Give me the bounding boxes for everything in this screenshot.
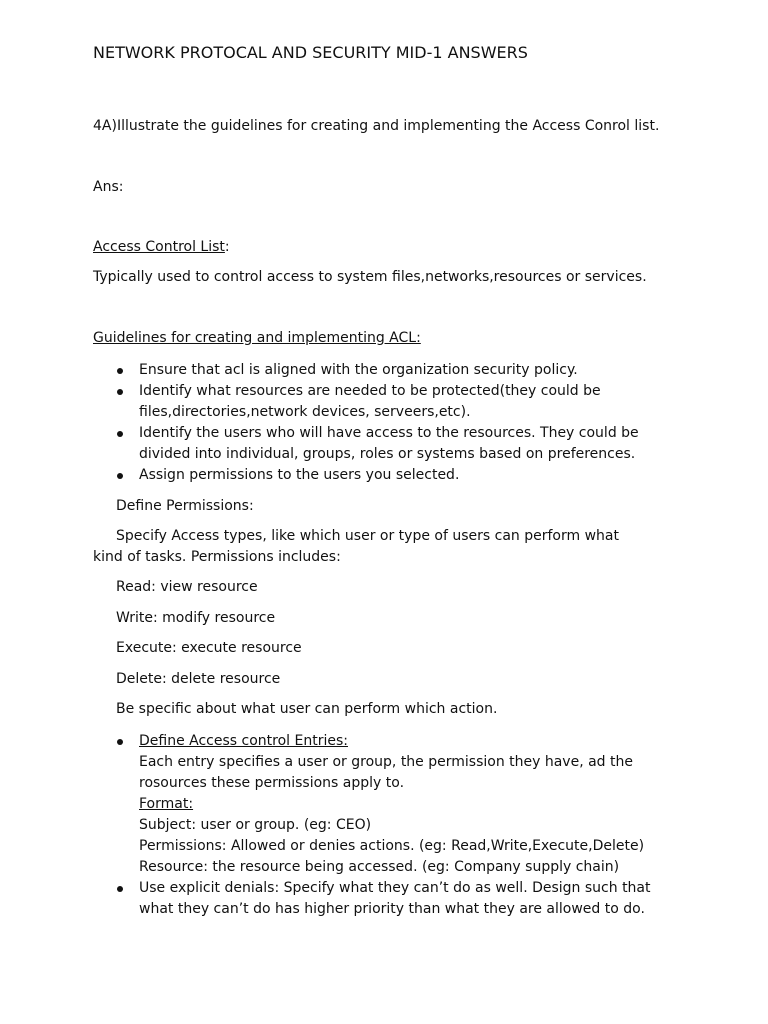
bullet-icon <box>117 368 123 374</box>
ace-description: Each entry specifies a user or group, the permission they have, ad the rosources these permissions apply to. <box>139 754 633 791</box>
bullet-icon <box>117 431 123 437</box>
acl-heading-colon: : <box>224 239 230 255</box>
specify-access-text: Specify Access types, like which user or type of users can perform what kind of tasks. Permissions includes: <box>93 528 619 565</box>
acl-description: Typically used to control access to system files,networks,resources or services. <box>93 269 647 285</box>
list-item-text: Use explicit denials: Specify what they can’t do as well. Design such that what they can’t do has higher priority than what they are allowed to do. <box>139 880 651 917</box>
ace-list <box>93 731 683 920</box>
acl-heading-line <box>93 237 230 258</box>
permission-execute: Execute: execute resource <box>116 640 302 656</box>
format-permissions: Permissions: Allowed or denies actions. (eg: Read,Write,Execute,Delete) <box>139 838 645 854</box>
list-item-text: Assign permissions to the users you selected. <box>139 467 460 483</box>
guidelines-list <box>93 360 683 486</box>
bullet-icon <box>117 886 123 892</box>
define-permissions: Define Permissions: <box>116 498 254 514</box>
ace-heading: Define Access control Entries: <box>139 733 348 749</box>
list-item-text: Identify the users who will have access to the resources. They could be divided into individual, groups, roles or systems based on preferences. <box>139 425 639 462</box>
format-label: Format: <box>139 796 194 812</box>
question-text: 4A)Illustrate the guidelines for creating and implementing the Access Conrol list. <box>93 118 660 134</box>
list-item-text: Identify what resources are needed to be protected(they could be files,directories,network devices, serveers,etc). <box>139 383 601 420</box>
list-item <box>93 465 683 486</box>
acl-heading: Access Control List <box>93 239 225 255</box>
list-item <box>93 423 683 465</box>
list-item <box>93 878 683 920</box>
format-resource: Resource: the resource being accessed. (eg: Company supply chain) <box>139 859 620 875</box>
permission-read: Read: view resource <box>116 579 258 595</box>
be-specific-text: Be specific about what user can perform which action. <box>116 701 498 717</box>
list-item <box>93 360 683 381</box>
bullet-icon <box>117 739 123 745</box>
guidelines-heading: Guidelines for creating and implementing ACL: <box>93 330 421 346</box>
bullet-icon <box>117 473 123 479</box>
list-item <box>93 381 683 423</box>
bullet-icon <box>117 389 123 395</box>
permission-write: Write: modify resource <box>116 610 276 626</box>
format-subject: Subject: user or group. (eg: CEO) <box>139 817 372 833</box>
answer-label: Ans: <box>93 179 124 195</box>
list-item-text: Ensure that acl is aligned with the organization security policy. <box>139 362 578 378</box>
list-item <box>93 731 683 878</box>
permission-delete: Delete: delete resource <box>116 671 281 687</box>
document-title: NETWORK PROTOCAL AND SECURITY MID-1 ANSWERS <box>93 43 528 62</box>
